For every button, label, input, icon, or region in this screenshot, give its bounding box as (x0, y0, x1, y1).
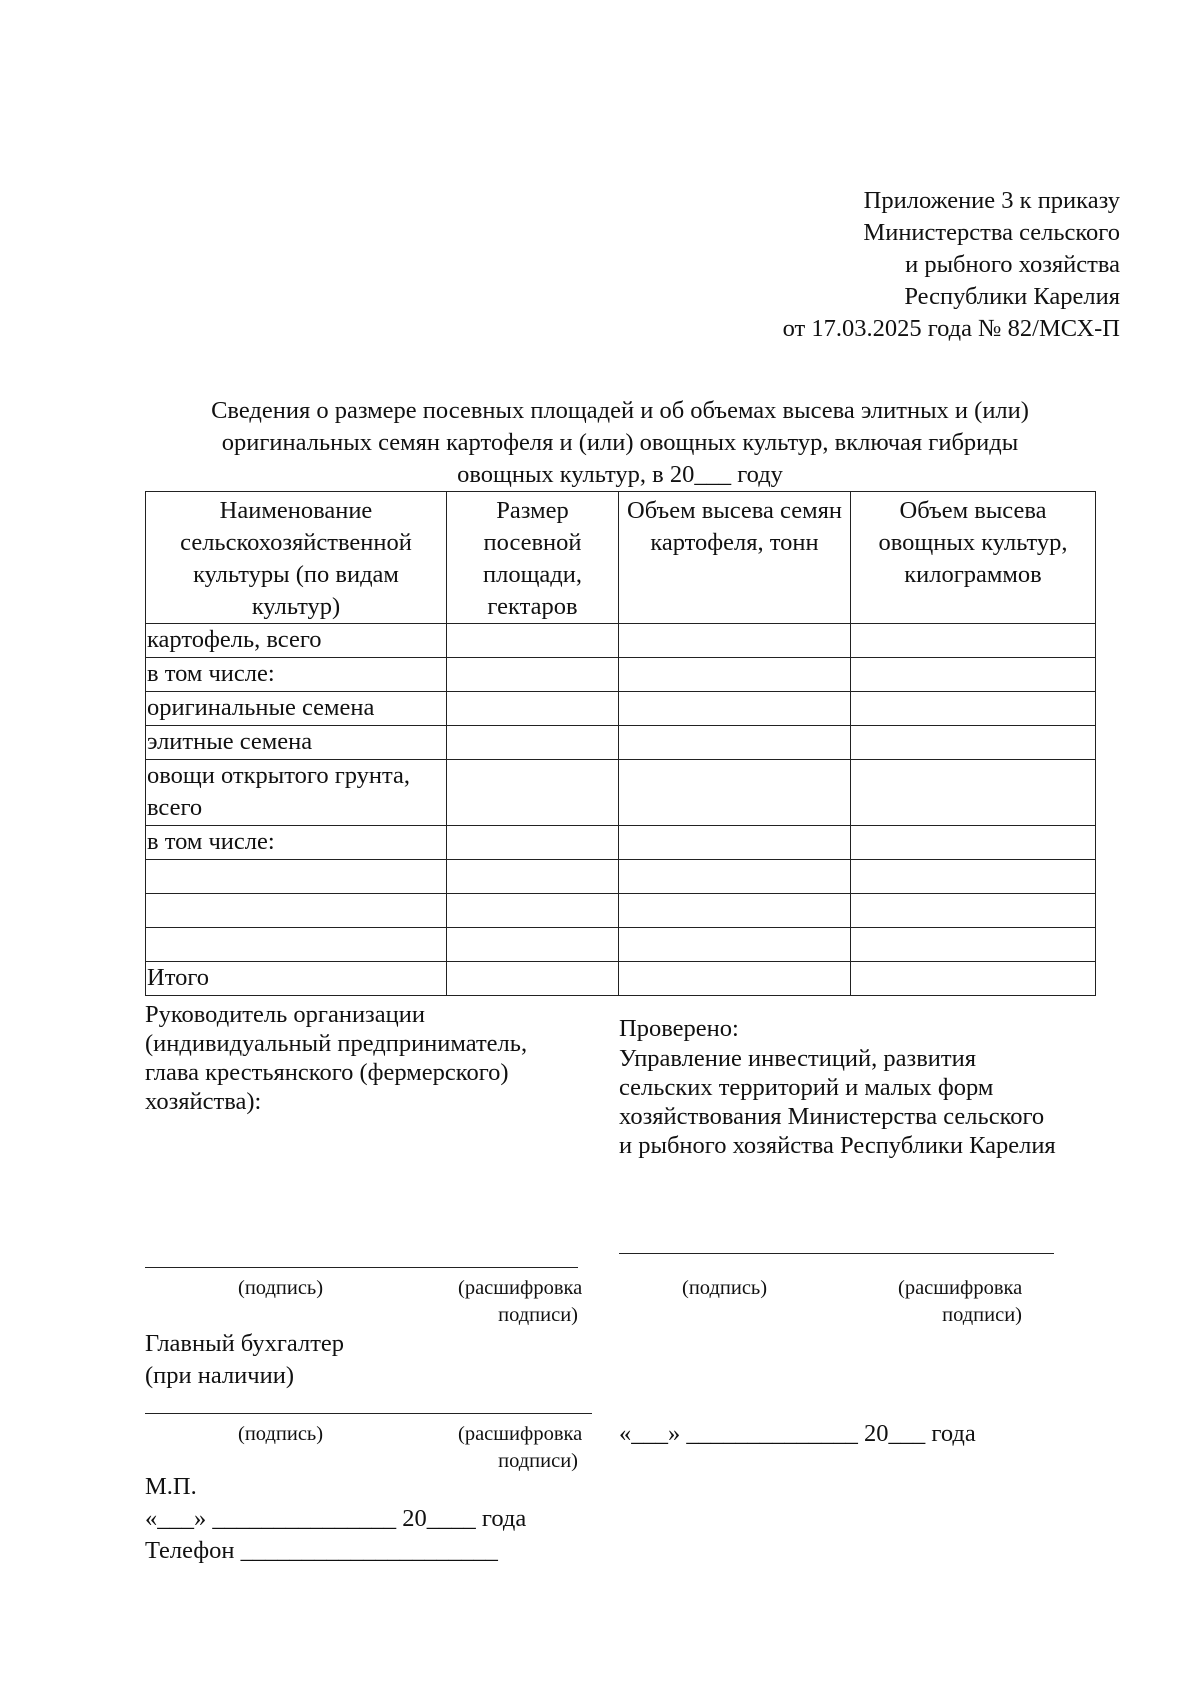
vegetable-cell[interactable] (851, 692, 1096, 726)
table-row (146, 658, 1096, 692)
table-row (146, 962, 1096, 996)
row-label: Итого (146, 962, 447, 996)
row-label: элитные семена (146, 726, 447, 760)
appendix-header (783, 185, 1120, 345)
decryption-caption-line: подписи) (498, 1450, 578, 1472)
vegetable-cell[interactable] (851, 928, 1096, 962)
area-cell[interactable] (447, 826, 619, 860)
row-label: в том числе: (146, 826, 447, 860)
potato-cell[interactable] (619, 624, 851, 658)
table-row (146, 692, 1096, 726)
date-field[interactable]: «___» _______________ 20____ года (145, 1505, 527, 1532)
table-header-row (146, 492, 1096, 624)
vegetable-cell[interactable] (851, 826, 1096, 860)
potato-cell[interactable] (619, 826, 851, 860)
header-line: Приложение 3 к приказу (863, 187, 1120, 214)
header-line: от 17.03.2025 года № 82/МСХ-П (782, 315, 1120, 342)
column-header: Размер посевной площади, гектаров (447, 492, 619, 624)
table-row (146, 894, 1096, 928)
phone-field[interactable]: Телефон _____________________ (145, 1537, 498, 1564)
title-line: Сведения о размере посевных площадей и об объемах высева элитных и (или) (211, 397, 1029, 424)
table-row (146, 760, 1096, 826)
area-cell[interactable] (447, 692, 619, 726)
area-cell[interactable] (447, 624, 619, 658)
column-header: Наименование сельскохозяйственной культуры (по видам культур) (146, 492, 447, 624)
stamp-label: М.П. (145, 1473, 197, 1500)
decryption-caption (898, 1275, 1048, 1329)
decryption-caption-line: (расшифровка (898, 1277, 1023, 1299)
signature-caption: (подпись) (238, 1277, 324, 1299)
org-line: хозяйствования Министерства сельского (619, 1103, 1045, 1130)
decryption-caption-line: (расшифровка (458, 1423, 583, 1445)
area-cell[interactable] (447, 658, 619, 692)
header-line: Министерства сельского (863, 219, 1120, 246)
table-row (146, 826, 1096, 860)
decryption-caption-line: (расшифровка (458, 1277, 583, 1299)
signature-caption: (подпись) (682, 1277, 768, 1299)
vegetable-cell[interactable] (851, 658, 1096, 692)
signature-caption: (подпись) (238, 1423, 324, 1445)
org-line: сельских территорий и малых форм (619, 1074, 994, 1101)
potato-cell[interactable] (619, 692, 851, 726)
decryption-caption (458, 1421, 608, 1475)
head-line: Руководитель организации (145, 1001, 425, 1028)
accountant-signature-line[interactable] (145, 1413, 592, 1414)
decryption-caption-line: подписи) (498, 1304, 578, 1326)
table-row (146, 928, 1096, 962)
potato-cell[interactable] (619, 760, 851, 826)
column-header: Объем высева овощных культур, килограммов (851, 492, 1096, 624)
sowing-data-table (145, 491, 1096, 996)
title-line: овощных культур, в 20___ году (457, 461, 783, 488)
potato-cell[interactable] (619, 726, 851, 760)
table-row (146, 860, 1096, 894)
accountant-line: Главный бухгалтер (145, 1330, 345, 1357)
row-label[interactable] (146, 894, 447, 928)
area-cell[interactable] (447, 894, 619, 928)
area-cell[interactable] (447, 760, 619, 826)
row-label: оригинальные семена (146, 692, 447, 726)
accountant-block (145, 1328, 344, 1392)
checker-signature-line[interactable] (619, 1253, 1054, 1254)
vegetable-cell[interactable] (851, 624, 1096, 658)
vegetable-cell[interactable] (851, 860, 1096, 894)
header-line: и рыбного хозяйства (905, 251, 1120, 278)
vegetable-cell[interactable] (851, 962, 1096, 996)
head-signatory-block (145, 1000, 585, 1116)
potato-cell[interactable] (619, 928, 851, 962)
decryption-caption (458, 1275, 608, 1329)
head-line: глава крестьянского (фермерского) (145, 1059, 509, 1086)
potato-cell[interactable] (619, 658, 851, 692)
area-cell[interactable] (447, 962, 619, 996)
accountant-line: (при наличии) (145, 1362, 294, 1389)
checked-date-field[interactable]: «___» ______________ 20___ года (619, 1420, 976, 1447)
area-cell[interactable] (447, 928, 619, 962)
row-label: овощи открытого грунта, всего (146, 760, 447, 826)
head-signature-line[interactable] (145, 1267, 578, 1268)
table-row (146, 726, 1096, 760)
header-line: Республики Карелия (904, 283, 1120, 310)
vegetable-cell[interactable] (851, 760, 1096, 826)
potato-cell[interactable] (619, 894, 851, 928)
potato-cell[interactable] (619, 962, 851, 996)
checked-label: Проверено: (619, 1015, 739, 1042)
row-label: картофель, всего (146, 624, 447, 658)
row-label[interactable] (146, 928, 447, 962)
row-label: в том числе: (146, 658, 447, 692)
column-header: Объем высева семян картофеля, тонн (619, 492, 851, 624)
org-line: Управление инвестиций, развития (619, 1045, 976, 1072)
row-label[interactable] (146, 860, 447, 894)
title-line: оригинальных семян картофеля и (или) овощных культур, включая гибриды (221, 429, 1019, 456)
vegetable-cell[interactable] (851, 726, 1096, 760)
document-title (140, 395, 1100, 491)
table-row (146, 624, 1096, 658)
head-line: хозяйства): (145, 1088, 262, 1115)
area-cell[interactable] (447, 726, 619, 760)
head-line: (индивидуальный предприниматель, (145, 1030, 528, 1057)
area-cell[interactable] (447, 860, 619, 894)
vegetable-cell[interactable] (851, 894, 1096, 928)
decryption-caption-line: подписи) (942, 1304, 1022, 1326)
checked-block (619, 1014, 1095, 1160)
potato-cell[interactable] (619, 860, 851, 894)
org-line: и рыбного хозяйства Республики Карелия (619, 1132, 1056, 1159)
